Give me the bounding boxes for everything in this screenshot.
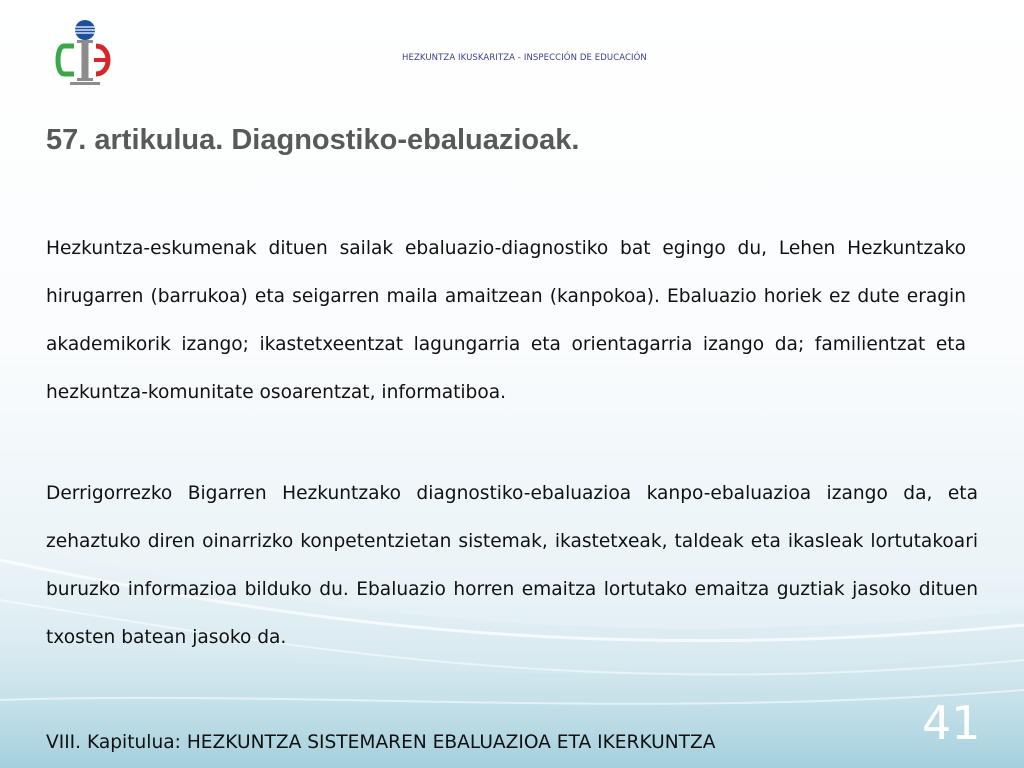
slide-number: 41 [922,696,981,750]
footer-chapter: VIII. Kapitulua: HEZKUNTZA SISTEMAREN EBALUAZIOA ETA IKERKUNTZA [46,732,716,753]
body-paragraph: Hezkuntza-eskumenak dituen sailak ebaluazio-diagnostiko bat egingo du, Lehen Hezkuntzako hirugarren (barrukoa) eta seigarren maila amaitzean (kanpokoa). Ebaluazio horiek ez dute eragin akademikorik izango; ikastetxeentzat lagungarria eta orientagarria izango da; familientzat eta hezkuntza-komunitate osoarentzat, informatiboa. [46,238,966,403]
header-title: HEZKUNTZA IKUSKARITZA - INSPECCIÓN DE EDUCACIÓN [402,53,647,63]
body-paragraph: Derrigorrezko Bigarren Hezkuntzako diagnostiko-ebaluazioa kanpo-ebaluazioa izango da, eta zehaztuko diren oinarrizko konpetentzietan sistemak, ikastetxeak, taldeak eta ikasleak lortutakoari buruzko informazioa bilduko du. Ebaluazio horren emaitza lortutako emaitza guztiak jasoko dituen txosten batean jasoko da. [46,483,978,648]
slide-title: 57. artikulua. Diagnostiko-ebaluazioak. [46,124,580,156]
education-inspectorate-logo-icon [50,16,120,94]
